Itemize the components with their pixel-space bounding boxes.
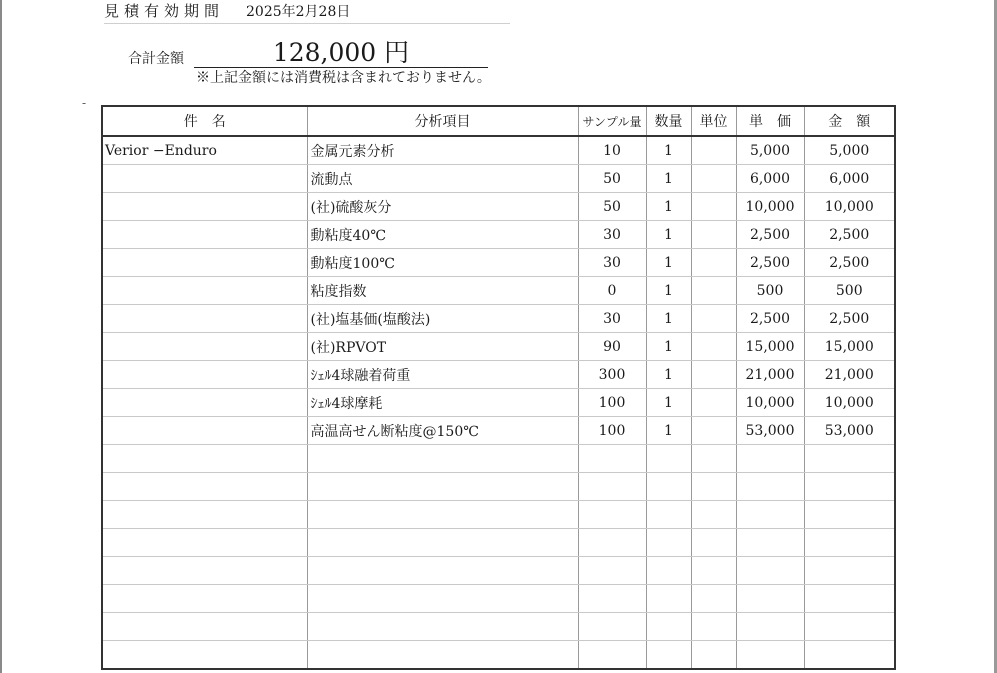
cell-name	[102, 557, 307, 585]
cell-sample: 50	[578, 193, 646, 221]
cell-unit	[691, 501, 736, 529]
cell-sample	[578, 445, 646, 473]
cell-name	[102, 445, 307, 473]
cell-item	[307, 501, 578, 529]
cell-amount	[804, 445, 895, 473]
cell-qty	[646, 473, 691, 501]
table-header-row	[102, 106, 895, 136]
table-row	[102, 361, 895, 389]
cell-amount: 21,000	[804, 361, 895, 389]
table-row	[102, 445, 895, 473]
header-unit: 単位	[691, 106, 736, 136]
table-row	[102, 613, 895, 641]
cell-sample: 30	[578, 305, 646, 333]
cell-item	[307, 557, 578, 585]
cell-name	[102, 221, 307, 249]
cell-amount: 15,000	[804, 333, 895, 361]
cell-sample	[578, 613, 646, 641]
cell-sample: 50	[578, 165, 646, 193]
cell-sample: 90	[578, 333, 646, 361]
cell-amount: 10,000	[804, 193, 895, 221]
cell-amount	[804, 585, 895, 613]
cell-sample: 100	[578, 389, 646, 417]
cell-name	[102, 165, 307, 193]
header-qty: 数量	[646, 106, 691, 136]
table-row	[102, 333, 895, 361]
cell-sample: 10	[578, 136, 646, 165]
cell-unit	[691, 249, 736, 277]
cell-sample: 30	[578, 221, 646, 249]
cell-item: (社)RPVOT	[307, 333, 578, 361]
cell-qty: 1	[646, 305, 691, 333]
cell-name	[102, 277, 307, 305]
cell-name	[102, 333, 307, 361]
cell-price: 2,500	[736, 305, 804, 333]
cell-name	[102, 193, 307, 221]
cell-unit	[691, 136, 736, 165]
cell-price	[736, 501, 804, 529]
table-row	[102, 529, 895, 557]
header-price: 単 価	[736, 106, 804, 136]
cell-qty: 1	[646, 136, 691, 165]
cell-item	[307, 585, 578, 613]
cell-amount: 2,500	[804, 221, 895, 249]
cell-amount	[804, 501, 895, 529]
cell-item	[307, 445, 578, 473]
cell-price	[736, 529, 804, 557]
cell-price	[736, 613, 804, 641]
total-amount: 128,000 円	[194, 38, 488, 68]
cell-price: 500	[736, 277, 804, 305]
cell-item: (社)硫酸灰分	[307, 193, 578, 221]
table-row	[102, 136, 895, 165]
cell-amount: 5,000	[804, 136, 895, 165]
cell-amount: 500	[804, 277, 895, 305]
cell-sample	[578, 585, 646, 613]
cell-qty: 1	[646, 193, 691, 221]
cell-amount: 2,500	[804, 249, 895, 277]
cell-price	[736, 641, 804, 669]
cell-item: ｼｪﾙ4球融着荷重	[307, 361, 578, 389]
header-item: 分析項目	[307, 106, 578, 136]
cell-amount	[804, 473, 895, 501]
validity-period	[104, 2, 510, 24]
cell-unit	[691, 305, 736, 333]
cell-unit	[691, 193, 736, 221]
cell-sample	[578, 501, 646, 529]
cell-qty: 1	[646, 221, 691, 249]
cell-name	[102, 473, 307, 501]
table-row	[102, 585, 895, 613]
table-row	[102, 641, 895, 669]
cell-qty: 1	[646, 333, 691, 361]
cell-item: 金属元素分析	[307, 136, 578, 165]
cell-item: 動粘度100℃	[307, 249, 578, 277]
table-row	[102, 501, 895, 529]
cell-name	[102, 529, 307, 557]
cell-name	[102, 613, 307, 641]
cell-sample: 300	[578, 361, 646, 389]
cell-amount	[804, 557, 895, 585]
cell-amount: 10,000	[804, 389, 895, 417]
cell-unit	[691, 557, 736, 585]
table-bottom-border	[101, 668, 896, 670]
cell-unit	[691, 529, 736, 557]
cell-name	[102, 389, 307, 417]
cell-sample: 0	[578, 277, 646, 305]
table-row	[102, 193, 895, 221]
cell-sample: 30	[578, 249, 646, 277]
cell-price: 2,500	[736, 249, 804, 277]
cell-price: 15,000	[736, 333, 804, 361]
cell-amount: 2,500	[804, 305, 895, 333]
cell-unit	[691, 585, 736, 613]
cell-unit	[691, 445, 736, 473]
cell-name	[102, 641, 307, 669]
table-row	[102, 277, 895, 305]
cell-price	[736, 473, 804, 501]
total-label: 合計金額	[128, 51, 184, 67]
cell-price	[736, 557, 804, 585]
cell-sample	[578, 529, 646, 557]
cell-item: 高温高せん断粘度@150℃	[307, 417, 578, 445]
cell-unit	[691, 641, 736, 669]
cell-item: ｼｪﾙ4球摩耗	[307, 389, 578, 417]
cell-sample	[578, 641, 646, 669]
table-row	[102, 417, 895, 445]
margin-mark: -	[82, 96, 87, 110]
cell-unit	[691, 361, 736, 389]
estimate-table	[101, 105, 896, 669]
page-left-border	[0, 0, 2, 673]
validity-date: 2025年2月28日	[246, 4, 351, 20]
table-row	[102, 305, 895, 333]
table-row	[102, 221, 895, 249]
table-row	[102, 165, 895, 193]
tax-note: ※上記金額には消費税は含まれておりません。	[196, 70, 491, 86]
cell-unit	[691, 417, 736, 445]
cell-amount	[804, 529, 895, 557]
cell-item: 流動点	[307, 165, 578, 193]
cell-name	[102, 417, 307, 445]
cell-amount: 53,000	[804, 417, 895, 445]
cell-price: 2,500	[736, 221, 804, 249]
validity-label: 見積有効期間	[104, 2, 225, 20]
cell-sample: 100	[578, 417, 646, 445]
cell-item	[307, 641, 578, 669]
cell-qty: 1	[646, 165, 691, 193]
cell-name	[102, 305, 307, 333]
cell-qty: 1	[646, 249, 691, 277]
cell-unit	[691, 221, 736, 249]
table-row	[102, 557, 895, 585]
cell-unit	[691, 473, 736, 501]
cell-unit	[691, 165, 736, 193]
table-row	[102, 249, 895, 277]
cell-item: (社)塩基価(塩酸法)	[307, 305, 578, 333]
cell-item	[307, 529, 578, 557]
table-row	[102, 389, 895, 417]
header-amount: 金 額	[804, 106, 895, 136]
cell-sample	[578, 473, 646, 501]
cell-price: 6,000	[736, 165, 804, 193]
cell-qty	[646, 445, 691, 473]
cell-amount	[804, 613, 895, 641]
cell-unit	[691, 277, 736, 305]
cell-name	[102, 249, 307, 277]
header-sample: サンプル量	[578, 106, 646, 136]
cell-qty	[646, 557, 691, 585]
cell-unit	[691, 613, 736, 641]
cell-qty	[646, 501, 691, 529]
cell-qty	[646, 641, 691, 669]
cell-price: 53,000	[736, 417, 804, 445]
cell-unit	[691, 333, 736, 361]
cell-item	[307, 613, 578, 641]
cell-price: 21,000	[736, 361, 804, 389]
cell-price: 10,000	[736, 389, 804, 417]
cell-name	[102, 361, 307, 389]
cell-item: 粘度指数	[307, 277, 578, 305]
cell-item	[307, 473, 578, 501]
cell-sample	[578, 557, 646, 585]
cell-price: 10,000	[736, 193, 804, 221]
cell-name	[102, 501, 307, 529]
cell-qty	[646, 529, 691, 557]
cell-qty	[646, 585, 691, 613]
cell-qty: 1	[646, 277, 691, 305]
cell-qty	[646, 613, 691, 641]
cell-qty: 1	[646, 417, 691, 445]
cell-name: Verior −Enduro	[102, 136, 307, 165]
cell-price: 5,000	[736, 136, 804, 165]
cell-qty: 1	[646, 389, 691, 417]
cell-unit	[691, 389, 736, 417]
table-row	[102, 473, 895, 501]
header-name: 件 名	[102, 106, 307, 136]
cell-price	[736, 445, 804, 473]
cell-price	[736, 585, 804, 613]
cell-amount: 6,000	[804, 165, 895, 193]
cell-amount	[804, 641, 895, 669]
cell-name	[102, 585, 307, 613]
cell-qty: 1	[646, 361, 691, 389]
cell-item: 動粘度40℃	[307, 221, 578, 249]
